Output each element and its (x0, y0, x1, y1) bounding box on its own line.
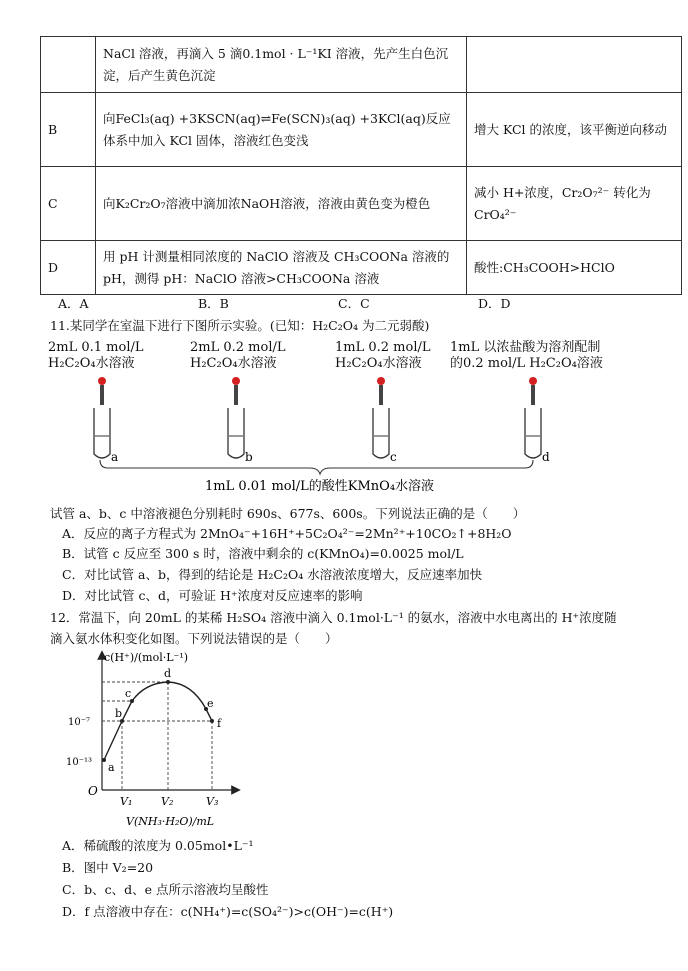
x-tick-v2: V₂ (161, 795, 174, 808)
point-d (166, 680, 170, 684)
tube-d-label (450, 340, 603, 372)
tube-a-line1: 2mL 0.1 mol/L (48, 340, 144, 355)
x-tick-v1: V₁ (120, 795, 133, 808)
tube-a-label (48, 340, 144, 372)
q12-option-b[interactable]: B．图中 V₂=20 (62, 860, 154, 875)
experiment-cell: 向K₂Cr₂O₇溶液中滴加浓NaOH溶液，溶液由黄色变为橙色 (96, 167, 467, 241)
test-tube-icon (373, 408, 389, 458)
q12-stem-line1: 12．常温下，向 20mL 的某稀 H₂SO₄ 溶液中滴入 0.1mol·L⁻¹ 的氨水，溶液中水电离出的 H⁺浓度随 (50, 610, 617, 625)
option-a[interactable]: A．A (58, 296, 89, 311)
reason-cell: 增大 KCl 的浓度，该平衡逆向移动 (467, 93, 682, 167)
tube-d-line2: 的0.2 mol/L H₂C₂O₄溶液 (450, 356, 603, 371)
q12-option-d[interactable]: D．f 点溶液中存在：c(NH₄⁺)=c(SO₄²⁻)>c(OH⁻)=c(H⁺) (62, 904, 394, 919)
dropper-bulb-icon (232, 377, 240, 385)
q12-graph (60, 645, 260, 830)
q11-stem: 11.某同学在室温下进行下图所示实验。(已知：H₂C₂O₄ 为二元弱酸) (50, 318, 430, 333)
reason-cell: 减小 H+浓度，Cr₂O₇²⁻ 转化为CrO₄²⁻ (467, 167, 682, 241)
tube-b (228, 377, 244, 458)
tube-c-line1: 1mL 0.2 mol/L (335, 340, 431, 355)
row-label (41, 37, 96, 93)
point-label-e: e (207, 697, 214, 710)
tube-b-line2: H₂C₂O₄水溶液 (190, 356, 277, 371)
reason-cell: 酸性:CH₃COOH>HClO (467, 241, 682, 295)
table-row (41, 37, 682, 93)
q12-option-c[interactable]: C．b、c、d、e 点所示溶液均呈酸性 (62, 882, 269, 897)
table-row (41, 93, 682, 167)
table-row (41, 167, 682, 241)
option-c[interactable]: C．C (338, 296, 370, 311)
table-row (41, 241, 682, 295)
experiment-cell: 向FeCl₃(aq) +3KSCN(aq)⇌Fe(SCN)₃(aq) +3KCl(aq)反应体系中加入 KCl 固体，溶液红色变浅 (96, 93, 467, 167)
q12-stem-line2: 滴入氨水体积变化如图。下列说法错误的是（ ） (50, 631, 338, 646)
x-tick-v3: V₃ (206, 795, 219, 808)
tube-a (94, 377, 110, 458)
reason-cell (467, 37, 682, 93)
option-d[interactable]: D．D (478, 296, 511, 311)
dropper-icon (531, 385, 535, 405)
q11-option-c[interactable]: C．对比试管 a、b，得到的结论是 H₂C₂O₄ 水溶液浓度增大，反应速率加快 (62, 567, 483, 582)
tube-letter-d: d (542, 450, 550, 464)
point-label-d: d (164, 667, 172, 680)
q11-option-d[interactable]: D．对比试管 c、d，可验证 H⁺浓度对反应速率的影响 (62, 588, 363, 603)
row-label: C (41, 167, 96, 241)
point-f (210, 719, 214, 723)
tube-d-line1: 1mL 以浓盐酸为溶剂配制 (450, 340, 601, 355)
q11-question: 试管 a、b、c 中溶液褪色分别耗时 690s、677s、600s。下列说法正确的是（ ） (50, 506, 526, 521)
y-tick-1e-7: 10⁻⁷ (68, 717, 91, 728)
q12-option-a[interactable]: A．稀硫酸的浓度为 0.05mol•L⁻¹ (62, 838, 254, 853)
point-label-c: c (125, 687, 132, 700)
experiment-cell: NaCl 溶液，再滴入 5 滴0.1mol · L⁻¹KI 溶液，先产生白色沉淀，后产生黄色沉淀 (96, 37, 467, 93)
tube-letter-b: b (245, 450, 253, 464)
tube-c (373, 377, 389, 458)
y-tick-1e-13: 10⁻¹³ (66, 757, 93, 768)
test-tube-diagram (0, 370, 688, 500)
option-b[interactable]: B．B (198, 296, 229, 311)
row-label: D (41, 241, 96, 295)
point-label-f: f (217, 717, 222, 730)
experiment-table (40, 36, 682, 295)
point-a (102, 758, 106, 762)
dropper-icon (100, 385, 104, 405)
tube-letter-c: c (390, 450, 397, 464)
dropper-bulb-icon (98, 377, 106, 385)
tube-a-line2: H₂C₂O₄水溶液 (48, 356, 135, 371)
tube-b-label (190, 340, 286, 372)
q11-option-a[interactable]: A．反应的离子方程式为 2MnO₄⁻+16H⁺+5C₂O₄²⁻=2Mn²⁺+10CO₂↑+8H₂O (62, 526, 512, 541)
row-label: B (41, 93, 96, 167)
dropper-icon (379, 385, 383, 405)
origin-label: O (88, 784, 98, 798)
q11-option-b[interactable]: B．试管 c 反应至 300 s 时，溶液中剩余的 c(KMnO₄)=0.0025 mol/L (62, 546, 464, 561)
tube-letter-a: a (111, 450, 119, 464)
kmno4-label: 1mL 0.01 mol/L的酸性KMnO₄水溶液 (205, 479, 435, 494)
test-tube-icon (94, 408, 110, 458)
y-axis-label: c(H⁺)/(mol·L⁻¹) (104, 651, 189, 664)
dropper-bulb-icon (529, 377, 537, 385)
test-tube-icon (228, 408, 244, 458)
point-label-b: b (115, 707, 123, 720)
dropper-bulb-icon (377, 377, 385, 385)
guide-lines (102, 682, 212, 790)
tube-b-line1: 2mL 0.2 mol/L (190, 340, 286, 355)
experiment-cell: 用 pH 计测量相同浓度的 NaClO 溶液及 CH₃COONa 溶液的 pH，测得 pH：NaClO 溶液>CH₃COONa 溶液 (96, 241, 467, 295)
x-axis-label: V(NH₃·H₂O)/mL (126, 815, 215, 828)
grouping-brace (100, 460, 533, 474)
tube-c-line2: H₂C₂O₄水溶液 (335, 356, 422, 371)
point-label-a: a (108, 761, 115, 774)
test-tube-icon (525, 408, 541, 458)
q10-options (58, 294, 658, 312)
tube-d (525, 377, 541, 458)
dropper-icon (234, 385, 238, 405)
tube-c-label (335, 340, 431, 372)
